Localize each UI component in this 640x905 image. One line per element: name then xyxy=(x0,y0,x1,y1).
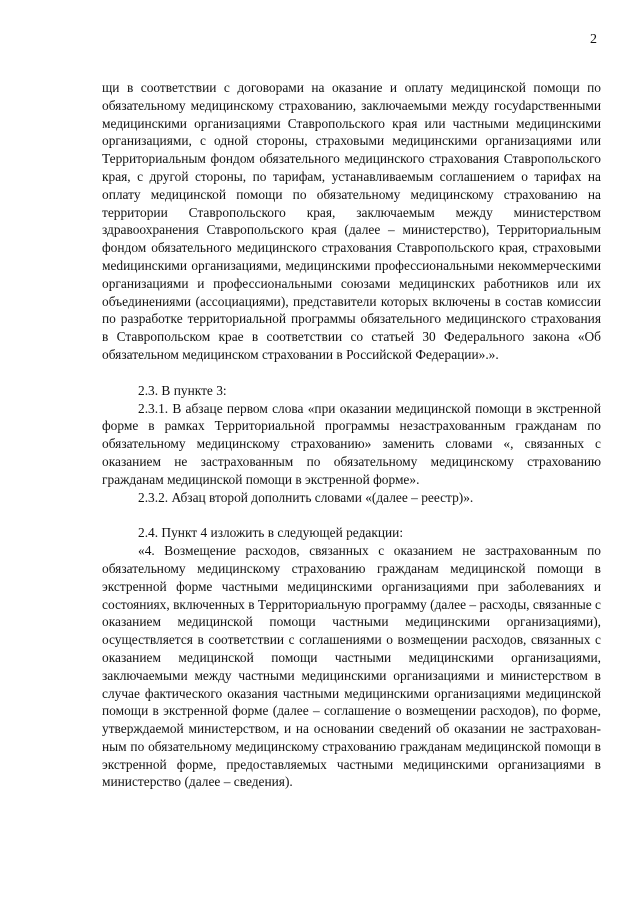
paragraph-2-3-2: 2.3.2. Абзац второй дополнить словами «(далее – реестр)». xyxy=(138,489,474,505)
paragraph-2-3-1: 2.3.1. В абзаце первом слова «при оказании медицинской помощи в экстренной форме в рамках Территориальной программы незастрахованным гражданам по обязательному медицинскому страхованию» заменить словами «, связанных с оказанием не застрахованным по обязательному медицинскому страхованию гражданам медицинской помощи в экстренной форме». xyxy=(102,400,601,487)
paragraph-2-4: 2.4. Пункт 4 изложить в следующей редакции: xyxy=(138,525,404,541)
document-body xyxy=(102,79,601,791)
paragraph-2-3: 2.3. В пункте 3: xyxy=(138,382,227,398)
paragraph-gap xyxy=(102,364,601,382)
page-number: 2 xyxy=(590,32,597,47)
paragraph-continuation: щи в соответствии с договорами на оказание и оплату медицинской помощи по обязательному медицинскому страхованию, заключаемыми между госуdарственными медицинскими организациями Ставропольского края или частными медицинскими организациями, с одной стороны, страховыми медицинскими организациями или Территориальным фондом обязательного медицинского страхования Ставропольского края, с другой стороны, по тарифам, устанавливаемым соглашением о тарифах на оплату медицинской помощи по обязательному медицинскому страхованию на территории Ставропольского края, заключаемым между министерством здравоохранения Ставропольского края (далее – министерство), Территориальным фондом обязательного медицинского страхования Ставропольского края, страховыми меdицинскими организациями, медицинскими профессиональными некоммерческими организациями и профессиональными союзами медицинских работников или их объединениями (ассоциациями), представители которых включены в состав комиссии по разработке территориальной программы обязательного медицинского страхования в Ставропольском крае в соответствии со статьей 30 Федерального закона «Об обязательном медицинском страховании в Российской Федерации».». xyxy=(102,80,601,362)
paragraph-item-4: «4. Возмещение расходов, связанных с оказанием не застрахованным по обязательному медицинскому страхованию гражданам медицинской помощи в экстренной форме частными медицинскими организациями при заболеваниях и состояниях, включенных в Территориальную программу (далее – расходы, связанные с оказанием медицинской помощи частными медицинскими организациями), осуществляется в соответствии с соглашениями о возмещении расходов, связанных с оказанием медицинской помощи частными медицинскими организациями, заключаемыми между частными медицинскими организациями и министерством в случае фактического оказания частными медицинскими организациями медицинской помощи в экстренной форме (далее – соглашение о возмещении расходов), по форме, утверждаемой министерством, и на основании сведений об оказании не застрахованным по обязательному медицинскому страхованию гражданам медицинской помощи в экстренной форме, предоставляемых частными медицинскими организациями в министерство (далее – сведения). xyxy=(102,543,601,790)
paragraph-gap xyxy=(102,506,601,524)
